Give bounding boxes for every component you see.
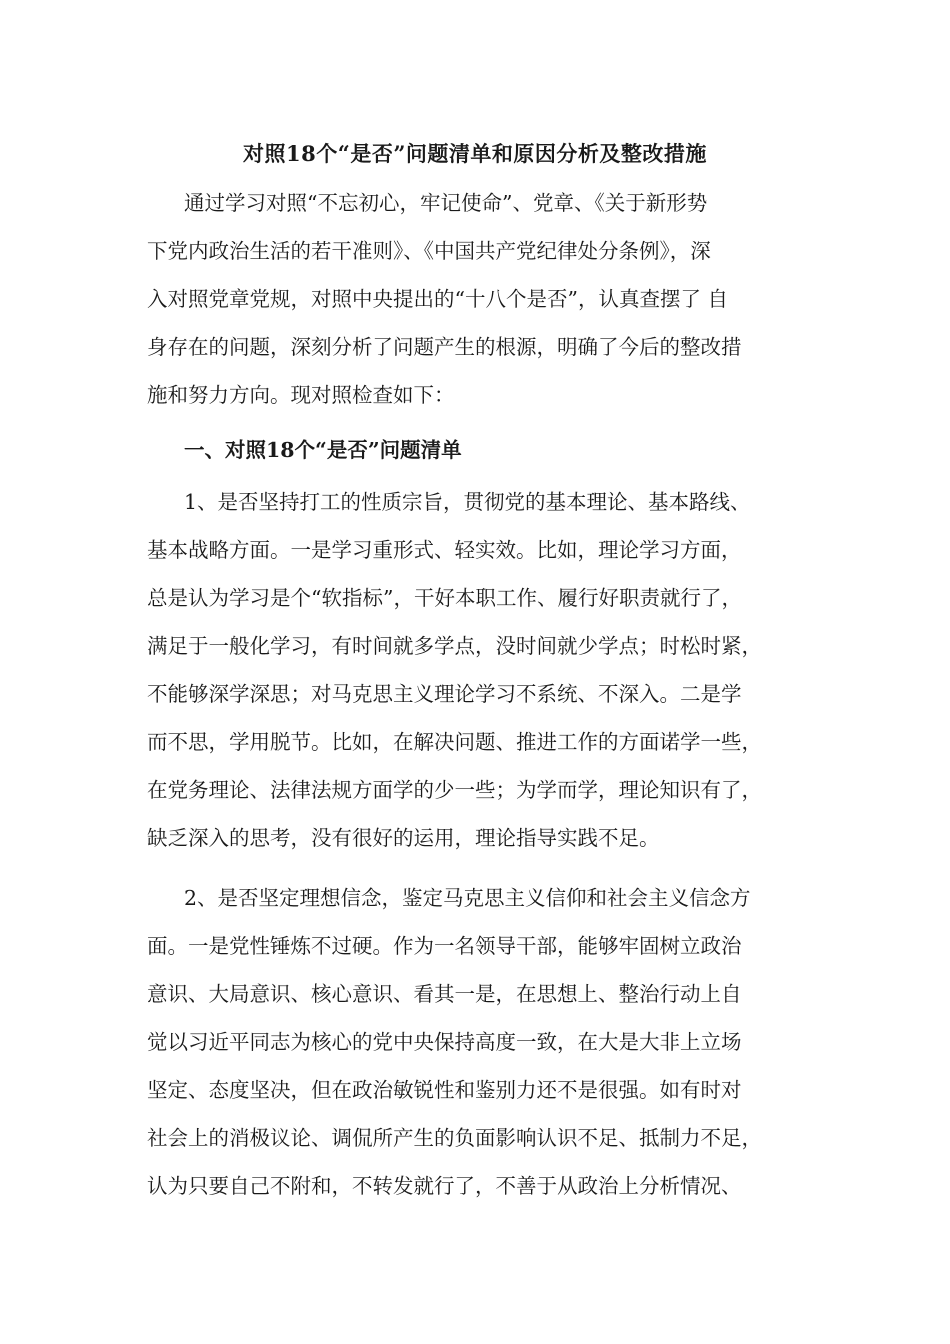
item2-line: 意识、大局意识、核心意识、看其一是，在思想上、整治行动上自 [147, 982, 742, 1006]
intro-line: 通过学习对照“不忘初心，牢记使命”、党章、《关于新形势 [184, 191, 708, 215]
item1-line: 不能够深学深思；对马克思主义理论学习不系统、不深入。二是学 [147, 682, 742, 706]
item2-line: 社会上的消极议论、调侃所产生的负面影响认识不足、抵制力不足， [147, 1126, 762, 1150]
document-title: 对照18个“是否”问题清单和原因分析及整改措施 [243, 141, 707, 166]
intro-line: 下党内政治生活的若干准则》、《中国共产党纪律处分条例》，深 [147, 239, 711, 263]
item2-line: 觉以习近平同志为核心的党中央保持高度一致，在大是大非上立场 [147, 1030, 742, 1054]
section-heading: 一、对照18个“是否”问题清单 [184, 438, 462, 462]
intro-line: 施和努力方向。现对照检查如下： [147, 383, 455, 407]
item2-line: 认为只要自己不附和，不转发就行了，不善于从政治上分析情况、 [147, 1174, 742, 1198]
item1-line: 缺乏深入的思考，没有很好的运用，理论指导实践不足。 [147, 826, 660, 850]
item1-line: 1、是否坚持打工的性质宗旨，贯彻党的基本理论、基本路线、 [184, 490, 751, 514]
item1-line: 在党务理论、法律法规方面学的少一些；为学而学，理论知识有了， [147, 778, 762, 802]
item1-line: 基本战略方面。一是学习重形式、轻实效。比如，理论学习方面， [147, 538, 742, 562]
intro-line: 入对照党章党规，对照中央提出的“十八个是否”，认真查摆了 自 [147, 287, 728, 311]
item1-line: 满足于一般化学习，有时间就多学点，没时间就少学点；时松时紧， [147, 634, 762, 658]
item2-line: 面。一是党性锤炼不过硬。作为一名领导干部，能够牢固树立政治 [147, 934, 742, 958]
item1-line: 而不思，学用脱节。比如，在解决问题、推进工作的方面诺学一些， [147, 730, 762, 754]
item2-line: 2、是否坚定理想信念，鉴定马克思主义信仰和社会主义信念方 [184, 886, 751, 910]
intro-line: 身存在的问题，深刻分析了问题产生的根源，明确了今后的整改措 [147, 335, 742, 359]
item1-line: 总是认为学习是个“软指标”，干好本职工作、履行好职责就行了， [147, 586, 742, 610]
item2-line: 坚定、态度坚决，但在政治敏锐性和鉴别力还不是很强。如有时对 [147, 1078, 742, 1102]
